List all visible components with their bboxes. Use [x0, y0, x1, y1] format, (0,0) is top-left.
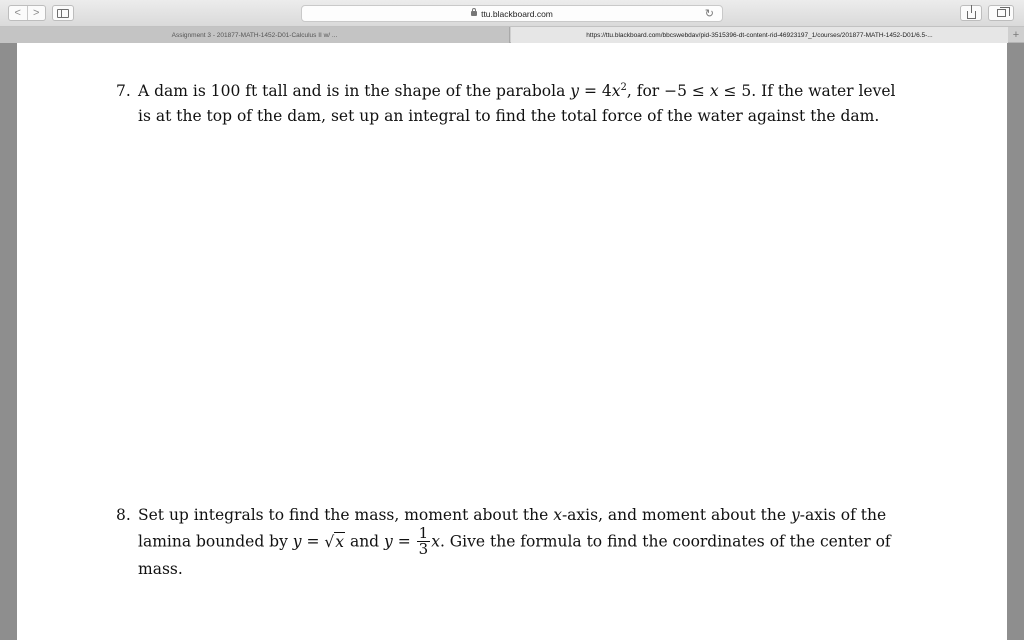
- problem-text: -axis of the lamina bounded by: [138, 506, 887, 551]
- problem-text: Set up integrals to find the mass, moment about the: [138, 506, 554, 524]
- problem-number: 8.: [116, 506, 131, 524]
- new-tab-button[interactable]: +: [1012, 29, 1020, 41]
- share-button[interactable]: [960, 5, 982, 21]
- back-button[interactable]: <: [14, 6, 21, 19]
- tabs-icon: [997, 9, 1006, 17]
- problem-7: [116, 80, 898, 128]
- problem-text: A dam is 100 ft tall and is in the shape of the parabola: [138, 82, 571, 100]
- problem-number: 7.: [116, 82, 131, 100]
- math-sqrt: [324, 531, 345, 554]
- document-page: [17, 43, 1007, 640]
- problem-text: ≤ 5. If the water level is at the top of the dam, set up an integral to find the total force of the water against the dam.: [138, 82, 896, 125]
- math-op: = 4: [579, 82, 612, 100]
- problem-8: [116, 504, 898, 581]
- fraction-numerator: 1: [418, 524, 429, 542]
- share-icon: [967, 11, 976, 19]
- address-text: ttu.blackboard.com: [481, 8, 553, 19]
- math-op: =: [392, 532, 416, 551]
- problem-text: and: [345, 532, 385, 551]
- lock-icon: [471, 11, 477, 18]
- math-var: x: [709, 82, 719, 100]
- math-var: x: [553, 506, 562, 524]
- tab-current-document[interactable]: https://ttu.blackboard.com/bbcswebdav/pid-3515396-dt-content-rid-46923197_1/courses/201877-MATH-1452-D01/6.5-...: [511, 27, 1008, 43]
- sidebar-icon: [57, 9, 69, 18]
- reload-icon[interactable]: ↻: [704, 8, 714, 20]
- nav-buttons: [8, 5, 46, 21]
- math-var: y: [292, 532, 302, 551]
- math-exponent: 2: [620, 82, 627, 93]
- show-tabs-button[interactable]: [988, 5, 1014, 21]
- problem-text: , for −5 ≤: [626, 82, 710, 100]
- math-var: x: [431, 532, 440, 551]
- tab-assignment[interactable]: Assignment 3 - 201877-MATH-1452-D01-Calculus II w/ ...: [0, 27, 510, 43]
- math-var: y: [790, 506, 800, 524]
- browser-toolbar: [0, 0, 1024, 27]
- problem-text: . Give the formula to find the coordinates of the center of mass.: [138, 532, 891, 578]
- math-fraction: [417, 526, 431, 557]
- math-var: x: [611, 82, 621, 100]
- tab-bar: [0, 27, 1024, 43]
- problem-text: -axis, and moment about the: [561, 506, 791, 524]
- math-var: x: [335, 532, 345, 551]
- math-var: y: [384, 532, 393, 551]
- fraction-denominator: 3: [418, 540, 429, 558]
- sidebar-toggle-button[interactable]: [52, 5, 74, 21]
- forward-button[interactable]: >: [33, 6, 40, 19]
- math-var: y: [570, 82, 580, 100]
- math-op: =: [301, 532, 325, 551]
- radical-sign: √: [324, 532, 335, 551]
- address-bar[interactable]: [301, 5, 723, 22]
